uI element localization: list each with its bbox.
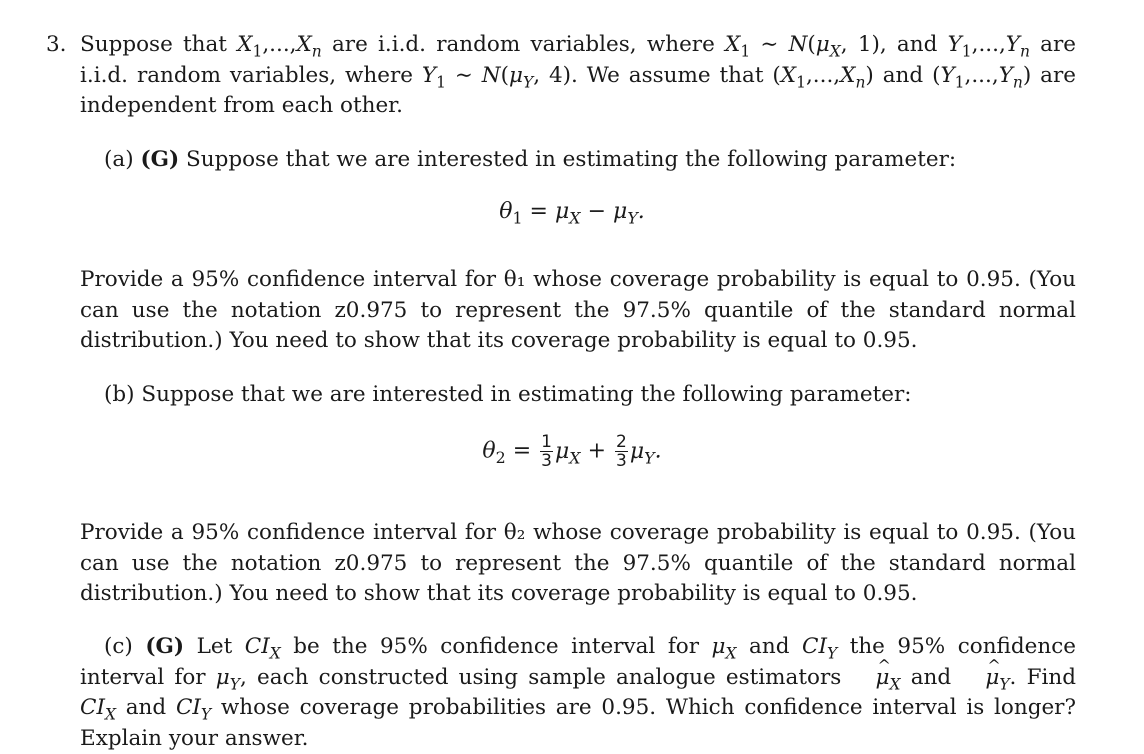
- part-a-label: (a): [104, 147, 134, 172]
- fraction-two-thirds: $\frac{2}{3}$: [616, 432, 627, 471]
- part-a-body: Provide a 95% confidence interval for θ₁ whose coverage probability is equal to 0.95. (You can use the notation z0.975 to represent the 97.5% quantile of the standard normal distribution.) You need to show that its coverage probability is equal to 0.95.: [80, 267, 1076, 353]
- part-c-body: (c) (G) Let $CI_X$ be the 95% confidence interval for $\mu_X$ and $CI_Y$ the 95% confidence interval for $\mu_Y$, each constructed using sample analogue estimators ^ $\mu_X$ and ^ $\mu_Y$. Find $CI_X$ and $CI_Y$ whose coverage probabilities are 0.95. Which confidence interval is longer? Explain your answer.: [80, 632, 1076, 754]
- part-a-intro: (a) (G) Suppose that we are interested in estimating the following parameter:: [104, 147, 957, 172]
- part-c-label: (c): [104, 634, 133, 659]
- part-c-tag: (G): [145, 634, 185, 659]
- problem-number: 3.: [46, 32, 67, 57]
- part-a-tag: (G): [140, 147, 180, 172]
- problem-statement: 3. Suppose that $X_1,...,X_n$ are i.i.d. random variables, where $X_1$ ∼ $N(\mu_X$, 1), and $Y_1,...,Y_n$ are i.i.d. random variables, where $Y_1$ ∼ $N(\mu_Y$, 4). We assume that $(X_1,...,X_n)$ and $(Y_1,...,Y_n)$ are independent from each other.: [46, 32, 1076, 118]
- fraction-one-third: $\frac{1}{3}$: [541, 432, 552, 471]
- part-b-intro: (b) Suppose that we are interested in estimating the following parameter:: [104, 382, 912, 407]
- equation-theta-2: $\theta_2$ = $\frac{1}{3}$ $\mu_X$ + $\frac{2}{3}$ $\mu_Y$.: [482, 432, 662, 471]
- equation-theta-1: $\theta_1 = \mu_X - \mu_Y$.: [499, 199, 645, 228]
- part-b-label: (b): [104, 382, 135, 407]
- part-b-body: Provide a 95% confidence interval for θ₂ whose coverage probability is equal to 0.95. (You can use the notation z0.975 to represent the 97.5% quantile of the standard normal distribution.) You need to show that its coverage probability is equal to 0.95.: [80, 520, 1076, 606]
